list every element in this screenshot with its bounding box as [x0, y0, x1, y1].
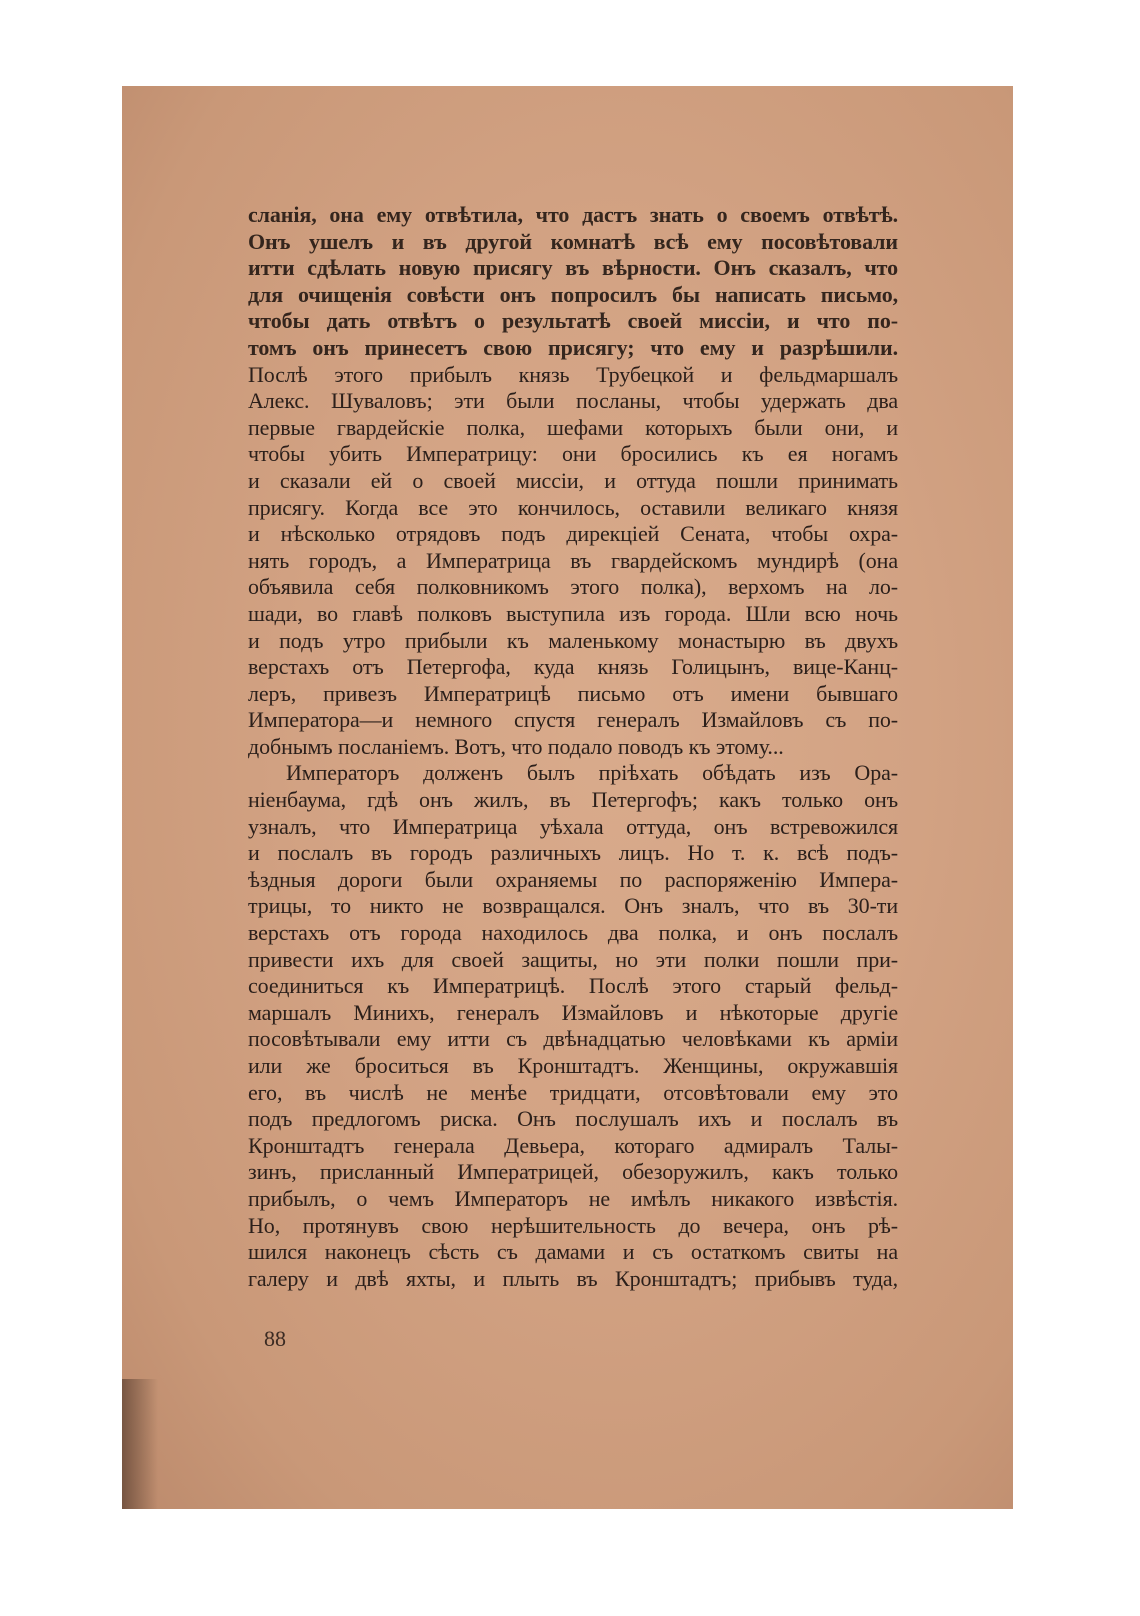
page-number: 88 [264, 1326, 286, 1351]
text-line: ѣздныя дороги были охраняемы по распоряженію Импера- [248, 866, 898, 892]
text-line: Кронштадтъ генерала Девьера, котораго адмиралъ Талы- [248, 1132, 898, 1158]
text-line: зинъ, присланный Императрицей, обезоружилъ, какъ только [248, 1159, 898, 1185]
text-line: чтобы убить Императрицу: они бросились къ ея ногамъ [248, 441, 898, 467]
text-line: Императоръ долженъ былъ пріѣхать обѣдать изъ Ора- [286, 760, 898, 786]
text-line: первые гвардейскіе полка, шефами которыхъ были они, и [248, 414, 898, 440]
text-line: Послѣ этого прибылъ князь Трубецкой и фельдмаршалъ [248, 361, 898, 387]
text-line: верстахъ отъ Петергофа, куда князь Голицынъ, вице-Канц- [248, 654, 898, 680]
text-line: трицы, то никто не возвращался. Онъ зналъ, что въ 30-ти [248, 893, 898, 919]
text-line: верстахъ отъ города находилось два полка, и онъ послалъ [248, 920, 898, 946]
text-line: Алекс. Шуваловъ; эти были посланы, чтобы удержать два [248, 388, 898, 414]
text-line: или же броситься въ Кронштадтъ. Женщины, окружавшія [248, 1053, 898, 1078]
text-line: и нѣсколько отрядовъ подъ дирекціей Сената, чтобы охра- [248, 521, 898, 547]
text-line: Но, протянувъ свою нерѣшительность до вечера, онъ рѣ- [248, 1212, 898, 1238]
text-line: привести ихъ для своей защиты, но эти полки пошли при- [248, 946, 898, 972]
text-line: узналъ, что Императрица уѣхала оттуда, онъ встревожился [248, 813, 898, 839]
text-line: и подъ утро прибыли къ маленькому монастырю въ двухъ [248, 627, 898, 653]
text-line: Онъ ушелъ и въ другой комнатѣ всѣ ему посовѣтовали [248, 228, 898, 254]
text-line: и сказали ей о своей миссіи, и оттуда пошли принимать [248, 467, 898, 493]
text-line: добнымъ посланіемъ. Вотъ, что подало поводъ къ этому... [248, 733, 784, 759]
text-line: присягу. Когда все это кончилось, оставили великаго князя [248, 494, 898, 520]
text-line: прибылъ, о чемъ Императоръ не имѣлъ никакого извѣстія. [248, 1185, 898, 1211]
text-line: галеру и двѣ яхты, и плыть въ Кронштадтъ; прибывъ туда, [248, 1265, 898, 1291]
text-line: для очищенія совѣсти онъ попросилъ бы написать письмо, [248, 281, 898, 307]
text-line: леръ, привезъ Императрицѣ письмо отъ имени бывшаго [248, 680, 898, 706]
text-line: соединиться къ Императрицѣ. Послѣ этого старый фельд- [248, 973, 898, 999]
text-line: подъ предлогомъ риска. Онъ послушалъ ихъ и послалъ въ [248, 1106, 898, 1132]
text-line: посовѣтывали ему итти съ двѣнадцатью человѣками къ арміи [248, 1026, 898, 1052]
text-line: итти сдѣлать новую присягу въ вѣрности. Онъ сказалъ, что [248, 255, 898, 281]
body-text [248, 202, 898, 1292]
text-line: и послалъ въ городъ различныхъ лицъ. Но т. к. всѣ подъ- [248, 840, 898, 866]
text-line: шился наконецъ сѣсть съ дамами и съ остаткомъ свиты на [248, 1239, 898, 1265]
text-line: ніенбаума, гдѣ онъ жилъ, въ Петергофъ; какъ только онъ [248, 787, 898, 813]
text-line: шади, во главѣ полковъ выступила изъ города. Шли всю ночь [248, 600, 898, 626]
text-line: его, въ числѣ не менѣе тридцати, отсовѣтовали ему это [248, 1079, 898, 1105]
text-line: томъ онъ принесетъ свою присягу; что ему и разрѣшили. [248, 334, 898, 360]
text-line: нять городъ, а Императрица въ гвардейскомъ мундирѣ (она [248, 547, 898, 573]
scanned-page [122, 86, 1013, 1509]
text-line: маршалъ Минихъ, генералъ Измайловъ и нѣкоторые другіе [248, 999, 898, 1025]
text-line: объявила себя полковникомъ этого полка), верхомъ на ло- [248, 574, 898, 600]
text-line: сланія, она ему отвѣтила, что дастъ знать о своемъ отвѣтѣ. [248, 202, 898, 227]
text-line: Императора—и немного спустя генералъ Измайловъ съ по- [248, 707, 898, 733]
text-line: чтобы дать отвѣтъ о результатѣ своей миссіи, и что по- [248, 308, 898, 334]
page-edge-stain [122, 1379, 158, 1509]
